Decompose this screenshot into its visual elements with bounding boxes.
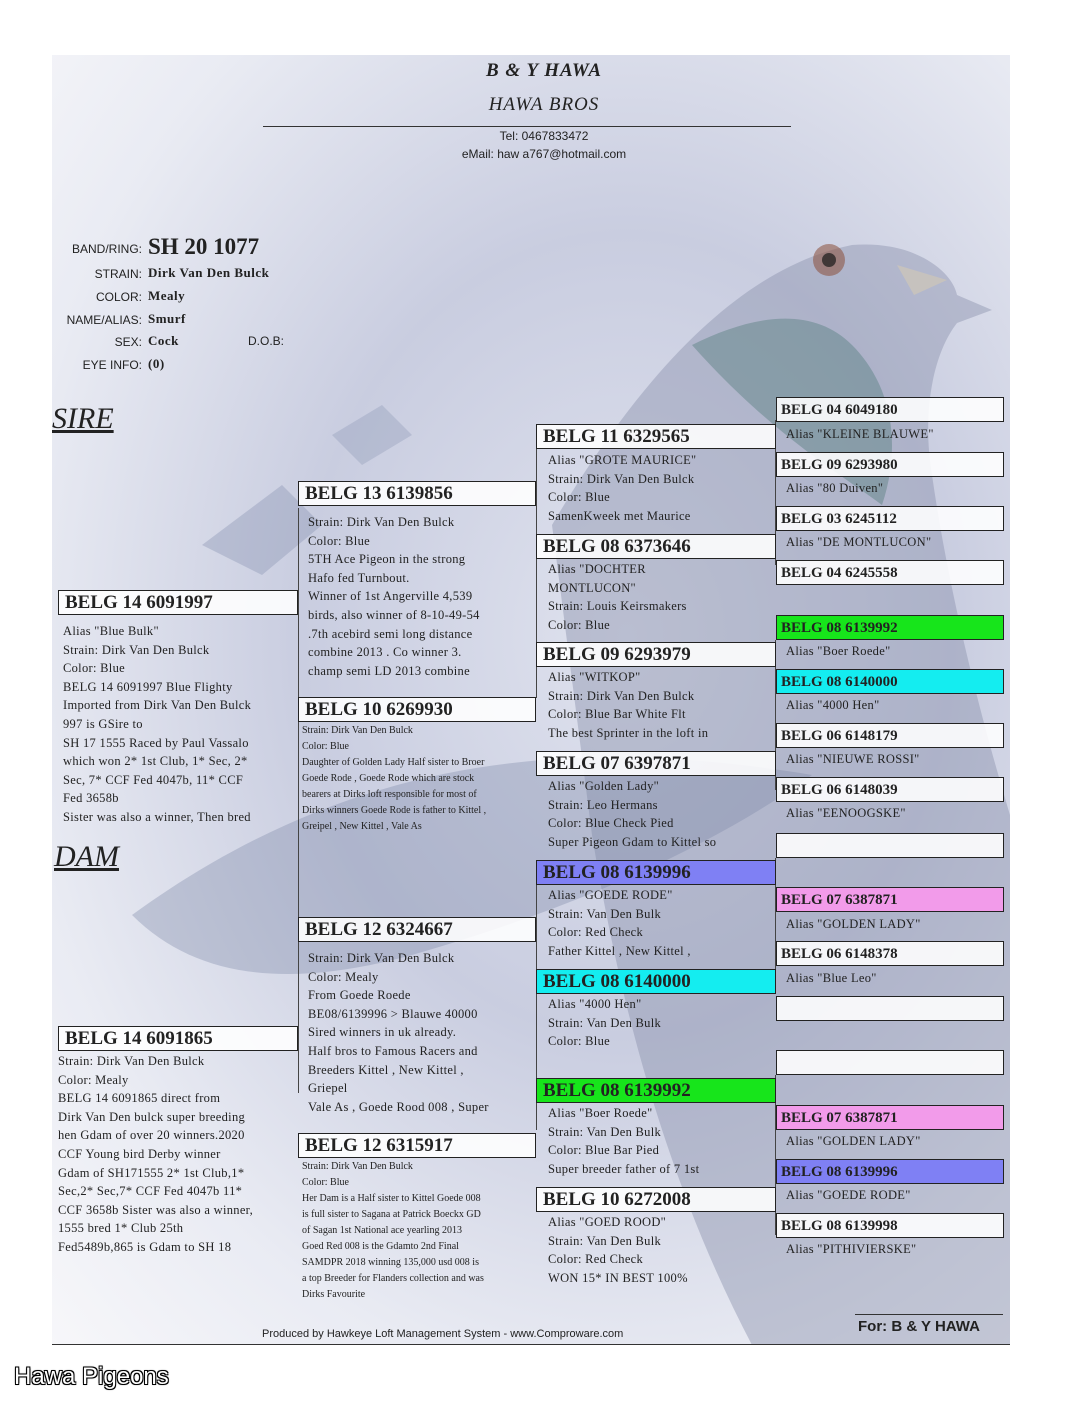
note-line: BELG 14 6091997 Blue Flighty	[63, 679, 233, 694]
sire-dam-ring: BELG 10 6269930	[298, 697, 536, 722]
dam-dam-notes	[302, 1159, 484, 1303]
band-label: BAND/RING:	[71, 242, 142, 256]
sex-label: SEX:	[114, 335, 142, 349]
dam-dam-ring: BELG 12 6315917	[298, 1133, 536, 1158]
note-line: Color: Blue	[302, 741, 349, 752]
gen4-ring: BELG 08 6139996	[776, 1159, 1004, 1184]
breeder-subtitle: HAWA BROS	[488, 94, 600, 115]
gen4-alias: Alias "4000 Hen"	[786, 698, 880, 712]
footer-divider	[855, 1314, 1003, 1315]
note-line: Strain: Dirk Van Den Bulck	[58, 1054, 205, 1068]
note-line: Color: Red Check	[548, 1252, 644, 1267]
gen3-notes	[548, 560, 687, 634]
sire-heading: SIRE	[52, 402, 114, 435]
note-line: champ semi LD 2013 combine	[308, 663, 470, 678]
note-line: of Sagan 1st National ace yearling 2013	[302, 1225, 462, 1236]
note-line: Strain: Louis Keirsmakers	[548, 599, 687, 614]
gen4-alias: Alias "Boer Roede"	[786, 644, 891, 658]
gen4-ring: BELG 09 6293980	[776, 452, 1004, 477]
note-line: Goede Rode , Goede Rode which are stock	[302, 773, 475, 784]
note-line: Strain: Dirk Van Den Bulck	[308, 951, 455, 965]
note-line: Color: Blue	[548, 490, 610, 505]
name-label: NAME/ALIAS:	[66, 313, 142, 327]
note-line: Strain: Dirk Van Den Bulck	[308, 515, 455, 529]
gen4-alias: Alias "GOLDEN LADY"	[786, 1134, 921, 1148]
eye-value: (0)	[148, 356, 165, 371]
gen4-alias: Alias "NIEUWE ROSSI"	[786, 752, 920, 766]
gen3-ring: BELG 08 6140000	[536, 969, 776, 994]
note-line: birds, also winner of 8-10-49-54	[308, 607, 480, 622]
gen3-notes	[548, 1104, 699, 1178]
gen3-ring: BELG 11 6329565	[536, 424, 776, 449]
gen4-alias: Alias "GOEDE RODE"	[786, 1188, 911, 1202]
note-line: Gdam of SH171555 2* 1st Club,1*	[58, 1165, 245, 1180]
strain-label: STRAIN:	[94, 267, 142, 281]
note-line: Alias "Golden Lady"	[548, 779, 660, 793]
note-line: Strain: Van Den Bulk	[548, 1124, 662, 1139]
gen4-empty-box	[776, 833, 1004, 858]
gen4-alias: Alias "EENOOGSKE"	[786, 806, 906, 820]
note-line: CCF 3658b Sister was also a winner,	[58, 1202, 254, 1217]
gen4-ring: BELG 03 6245112	[776, 506, 1004, 531]
sire-ring: BELG 14 6091997	[58, 590, 298, 615]
note-line: Strain: Dirk Van Den Bulck	[302, 1161, 413, 1172]
gen4-alias: Alias "KLEINE BLAUWE"	[786, 427, 934, 441]
note-line: Strain: Dirk Van Den Bulck	[548, 688, 695, 703]
note-line: WON 15* IN BEST 100%	[548, 1270, 688, 1285]
note-line: 1555 bred 1* Club 25th	[58, 1221, 184, 1236]
note-line: .7th acebird semi long distance	[308, 626, 473, 641]
gen4-empty-box	[776, 996, 1004, 1021]
note-line: Greipel , New Kittel , Vale As	[302, 821, 422, 832]
gen3-notes	[548, 995, 661, 1051]
gen4-ring: BELG 06 6148378	[776, 941, 1004, 966]
gen4-ring: BELG 04 6245558	[776, 560, 1004, 585]
note-line: Strain: Van Den Bulk	[548, 1233, 662, 1248]
bottom-divider	[52, 1344, 1010, 1345]
dob-label: D.O.B:	[248, 334, 285, 348]
gen4-ring: BELG 08 6139998	[776, 1213, 1004, 1238]
note-line: Strain: Van Den Bulk	[548, 1015, 662, 1030]
note-line: From Goede Roede	[308, 988, 411, 1003]
for-breeder: For: B & Y HAWA	[858, 1318, 980, 1335]
note-line: Color: Mealy	[58, 1072, 129, 1087]
gen4-empty-box	[776, 1050, 1004, 1075]
gen3-ring: BELG 09 6293979	[536, 642, 776, 667]
gen3-ring: BELG 10 6272008	[536, 1187, 776, 1212]
note-line: Strain: Dirk Van Den Bulck	[302, 725, 413, 736]
note-line: Color: Blue Bar Pied	[548, 1143, 660, 1158]
sire-notes	[63, 622, 251, 827]
band-value: SH 20 1077	[148, 234, 260, 259]
dam-ring: BELG 14 6091865	[58, 1026, 298, 1051]
gen4-ring: BELG 07 6387871	[776, 1105, 1004, 1130]
note-line: a top Breeder for Flanders collection and was	[302, 1273, 484, 1284]
note-line: Alias "4000 Hen"	[548, 997, 642, 1011]
note-line: Half bros to Famous Racers and	[308, 1043, 478, 1058]
note-line: Strain: Dirk Van Den Bulck	[548, 471, 695, 486]
note-line: 997 is GSire to	[63, 716, 143, 731]
note-line: Color: Blue	[548, 1034, 610, 1049]
gen3-ring: BELG 08 6139996	[536, 860, 776, 885]
gen3-notes	[548, 451, 696, 525]
gen3-ring: BELG 08 6139992	[536, 1078, 776, 1103]
note-line: Color: Red Check	[548, 925, 644, 940]
dam-heading: DAM	[54, 840, 119, 873]
note-line: Super breeder father of 7 1st	[548, 1161, 700, 1176]
gen3-notes	[548, 1213, 688, 1287]
note-line: Her Dam is a Half sister to Kittel Goede 008	[302, 1193, 481, 1204]
note-line: BE08/6139996 > Blauwe 40000	[308, 1006, 478, 1021]
note-line: SAMDPR 2018 winning 135,000 usd 008 is	[302, 1257, 479, 1268]
sire-sire-ring: BELG 13 6139856	[298, 481, 536, 506]
note-line: 5TH Ace Pigeon in the strong	[308, 552, 466, 567]
note-line: Father Kittel , New Kittel ,	[548, 943, 691, 958]
sire-sire-notes	[308, 513, 480, 680]
note-line: Color: Blue	[302, 1177, 349, 1188]
note-line: hen Gdam of over 20 winners.2020	[58, 1128, 245, 1143]
color-label: COLOR:	[95, 290, 142, 304]
note-line: Strain: Dirk Van Den Bulck	[63, 642, 210, 657]
gen4-alias: Alias "80 Duiven"	[786, 481, 884, 495]
note-line: which won 2* 1st Club, 1* Sec, 2*	[63, 754, 248, 769]
connector	[298, 508, 299, 1093]
dam-sire-notes	[308, 949, 489, 1116]
note-line: Strain: Leo Hermans	[548, 797, 658, 812]
note-line: MONTLUCON"	[548, 580, 636, 595]
gen4-ring: BELG 06 6148179	[776, 723, 1004, 748]
note-line: Goed Red 008 is the Gdamto 2nd Final	[302, 1241, 459, 1252]
note-line: The best Sprinter in the loft in	[548, 725, 709, 740]
gen3-notes	[548, 777, 716, 851]
note-line: Vale As , Goede Rood 008 , Super	[308, 1099, 489, 1114]
note-line: Alias "DOCHTER	[548, 562, 646, 576]
breeder-title: B & Y HAWA	[485, 60, 603, 81]
gen3-ring: BELG 08 6373646	[536, 534, 776, 559]
gen4-alias: Alias "PITHIVIERSKE"	[786, 1242, 917, 1256]
note-line: Dirks winners Goede Rode is father to Kittel ,	[302, 805, 487, 816]
telephone: Tel: 0467833472	[499, 129, 589, 143]
gen4-ring: BELG 08 6139992	[776, 615, 1004, 640]
name-value: Smurf	[148, 311, 186, 326]
gen4-alias: Alias "Blue Leo"	[786, 971, 877, 985]
produced-by: Produced by Hawkeye Loft Management System - www.Comproware.com	[262, 1328, 624, 1340]
sex-value: Cock	[148, 333, 179, 348]
note-line: Color: Blue Bar White Flt	[548, 707, 686, 722]
note-line: Alias "GROTE MAURICE"	[548, 453, 697, 467]
note-line: Color: Mealy	[308, 969, 379, 984]
gen3-notes	[548, 668, 708, 742]
note-line: Color: Blue	[548, 617, 610, 632]
note-line: Fed5489b,865 is Gdam to SH 18	[58, 1239, 232, 1254]
note-line: Strain: Van Den Bulk	[548, 906, 662, 921]
email: eMail: haw a767@hotmail.com	[461, 147, 627, 161]
note-line: Color: Blue Check Pied	[548, 816, 674, 831]
gen4-alias: Alias "DE MONTLUCON"	[786, 535, 932, 549]
note-line: BELG 14 6091865 direct from	[58, 1091, 221, 1106]
note-line: Sister was also a winner, Then bred	[63, 809, 251, 824]
note-line: Griepel	[308, 1081, 348, 1096]
note-line: Color: Blue	[63, 661, 125, 676]
gen3-notes	[548, 886, 691, 960]
note-line: SamenKweek met Maurice	[548, 508, 691, 523]
note-line: Winner of 1st Angerville 4,539	[308, 589, 473, 604]
note-line: SH 17 1555 Raced by Paul Vassalo	[63, 735, 249, 750]
note-line: Dirk Van Den bulck super breeding	[58, 1109, 246, 1124]
note-line: Sec, 7* CCF Fed 4047b, 11* CCF	[63, 772, 244, 787]
dam-sire-ring: BELG 12 6324667	[298, 917, 536, 942]
note-line: Super Pigeon Gdam to Kittel so	[548, 834, 717, 849]
note-line: combine 2013 . Co winner 3.	[308, 645, 462, 660]
note-line: Alias "GOEDE RODE"	[548, 888, 673, 902]
gen4-ring: BELG 07 6387871	[776, 887, 1004, 912]
gen4-ring: BELG 06 6148039	[776, 777, 1004, 802]
dam-notes	[58, 1052, 253, 1257]
note-line: is full sister to Sagana at Patrick Boeckx GD	[302, 1209, 481, 1220]
sire-dam-notes	[302, 723, 486, 835]
note-line: Daughter of Golden Lady Half sister to Broer	[302, 757, 485, 768]
gen4-alias: Alias "GOLDEN LADY"	[786, 917, 921, 931]
gen4-ring: BELG 04 6049180	[776, 397, 1004, 422]
gen3-ring: BELG 07 6397871	[536, 751, 776, 776]
note-line: Fed 3658b	[63, 791, 119, 806]
note-line: Alias "GOED ROOD"	[548, 1215, 667, 1229]
note-line: Imported from Dirk Van Den Bulck	[63, 698, 252, 713]
gen4-ring: BELG 08 6140000	[776, 669, 1004, 694]
strain-value: Dirk Van Den Bulck	[148, 265, 270, 280]
watermark: Hawa Pigeons	[14, 1363, 169, 1390]
note-line: Dirks Favourite	[302, 1289, 366, 1300]
note-line: Hafo fed Turnbout.	[308, 570, 410, 585]
note-line: Alias "WITKOP"	[548, 670, 641, 684]
note-line: Alias "Blue Bulk"	[63, 624, 159, 638]
note-line: CCF Young bird Derby winner	[58, 1146, 221, 1161]
note-line: Color: Blue	[308, 533, 370, 548]
header-divider	[263, 126, 791, 127]
eye-label: EYE INFO:	[82, 358, 142, 372]
note-line: bearers at Dirks loft responsible for most of	[302, 789, 477, 800]
color-value: Mealy	[148, 288, 186, 303]
note-line: Breeders Kittel , New Kittel ,	[308, 1062, 464, 1077]
note-line: Sired winners in uk already.	[308, 1025, 457, 1040]
note-line: Sec,2* Sec,7* CCF Fed 4047b 11*	[58, 1184, 243, 1199]
note-line: Alias "Boer Roede"	[548, 1106, 653, 1120]
